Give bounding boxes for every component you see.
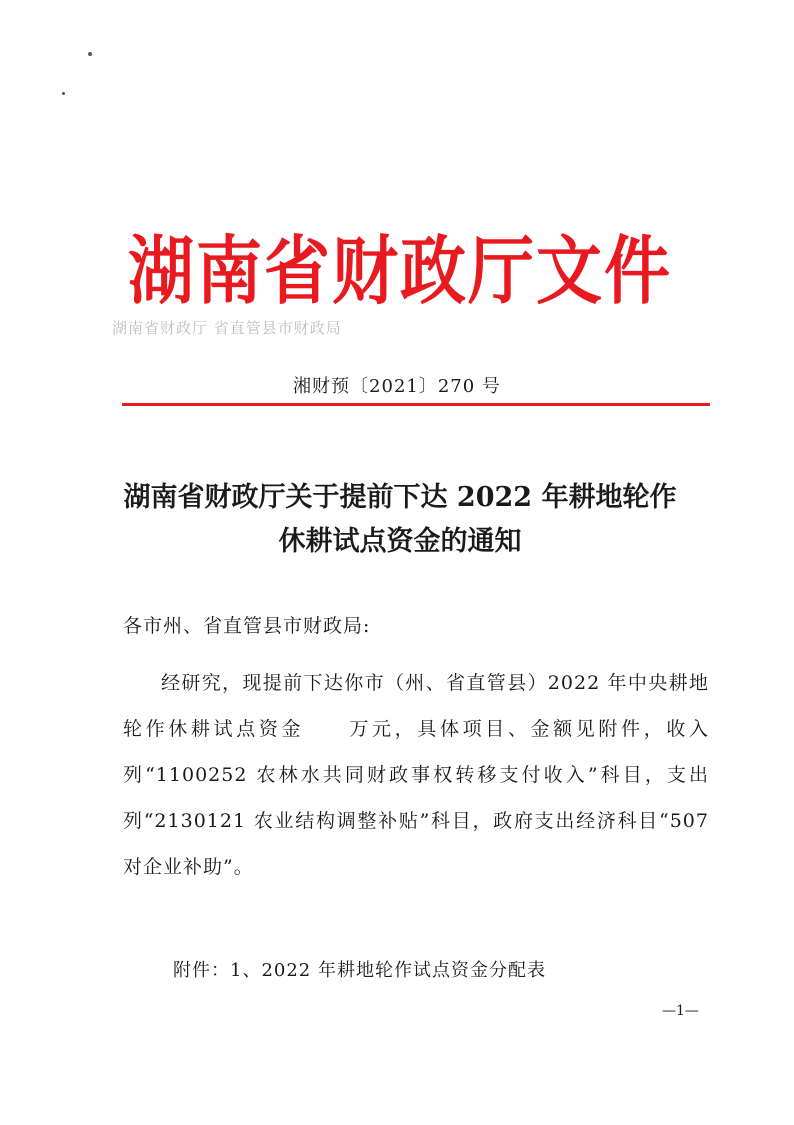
notice-title-line-2: 休耕试点资金的通知: [278, 526, 522, 557]
scan-speck: [88, 52, 92, 56]
notice-title-line-1: 湖南省财政厅关于提前下达 2022 年耕地轮作: [123, 482, 677, 513]
addressee: 各市州、省直管县市财政局:: [123, 615, 371, 637]
body-paragraph: 经研究，现提前下达你市（州、省直管县）2022 年中央耕地轮作休耕试点资金 万元，具体项目、金额见附件，收入列“1100252 农林水共同财政事权转移支付收入”科目，支出列“2130121 农业结构调整补贴”科目，政府支出经济科目“507 对企业补助”。: [123, 672, 709, 878]
scan-speck: [62, 92, 65, 95]
attachment-line: 附件：1、2022 年耕地轮作试点资金分配表: [173, 960, 546, 981]
document-number: 湘财预〔2021〕270 号: [293, 376, 501, 397]
masthead-title: 湖南省财政厅文件: [128, 228, 672, 315]
faint-bleed-through-text: 湖南省财政厅 省直管县市财政局: [112, 319, 342, 337]
red-divider-line: [122, 403, 710, 406]
page-number: —1—: [662, 1003, 699, 1019]
notice-title: [100, 476, 700, 564]
